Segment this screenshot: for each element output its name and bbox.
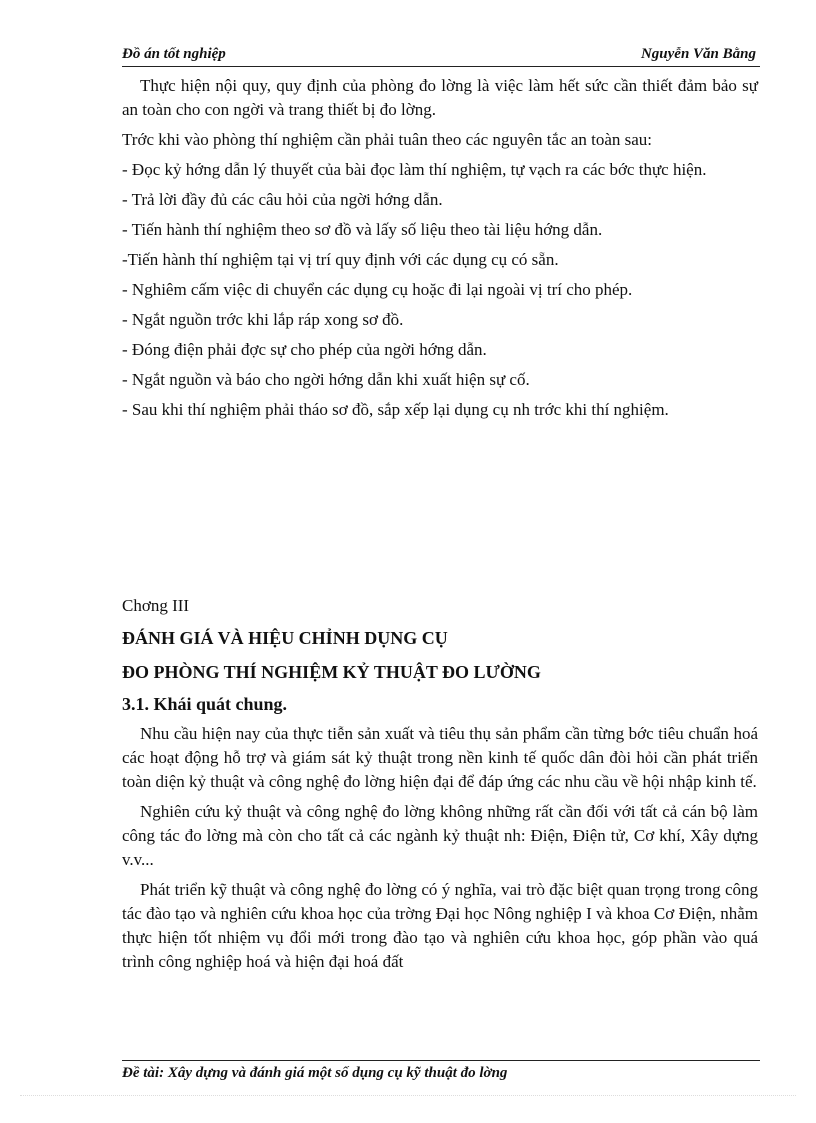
safety-rule: - Ngắt nguồn trớc khi lắp ráp xong sơ đồ. bbox=[122, 310, 404, 329]
safety-rule: - Ngắt nguồn và báo cho ngời hớng dẫn khi xuất hiện sự cố. bbox=[122, 370, 530, 389]
chapter-title-line-1: ĐÁNH GIÁ VÀ HIỆU CHỈNH DỤNG CỤ bbox=[122, 628, 448, 648]
safety-rule: - Tiến hành thí nghiệm theo sơ đồ và lấy số liệu theo tài liệu hớng dẫn. bbox=[122, 220, 603, 239]
section-paragraph-2: Nghiên cứu kỷ thuật và công nghệ đo lờng không những rất cần đối với tất cả cán bộ làm công tác đo lờng mà còn cho tất cả các ngành kỷ thuật nh: Điện, Điện tử, Cơ khí, Xây dựng v.v... bbox=[122, 802, 758, 869]
chapter-title-line-2: ĐO PHÒNG THÍ NGHIỆM KỶ THUẬT ĐO LƯỜNG bbox=[122, 662, 541, 682]
intro-paragraph-1: Thực hiện nội quy, quy định của phòng đo lờng là việc làm hết sức cần thiết đảm bảo sự an toàn cho con ngời và trang thiết bị đo lờng. bbox=[122, 76, 758, 119]
safety-rule: - Nghiêm cấm việc di chuyển các dụng cụ hoặc đi lại ngoài vị trí cho phép. bbox=[122, 280, 633, 299]
safety-rule: -Tiến hành thí nghiệm tại vị trí quy định với các dụng cụ có sẵn. bbox=[122, 250, 559, 269]
section-paragraph-1: Nhu cầu hiện nay của thực tiễn sản xuất và tiêu thụ sản phẩm cần từng bớc tiêu chuẩn hoá các hoạt động hỗ trợ và giám sát kỷ thuật trong nền kinh tế quốc dân đòi hỏi cần phát triển toàn diện kỷ thuật và công nghệ đo lờng hiện đại để đáp ứng các nhu cầu về hội nhập kinh tế. bbox=[122, 724, 758, 791]
safety-rule: - Trả lời đầy đủ các câu hỏi của ngời hớng dẫn. bbox=[122, 190, 443, 209]
section-heading: 3.1. Khái quát chung. bbox=[122, 694, 288, 714]
page-content bbox=[122, 74, 758, 980]
safety-rule: - Đóng điện phải đợc sự cho phép của ngời hớng dẫn. bbox=[122, 340, 487, 359]
header-thesis-label: Đồ án tốt nghiệp bbox=[122, 46, 226, 62]
footer-topic: Đề tài: Xây dựng và đánh giá một số dụng cụ kỹ thuật đo lờng bbox=[122, 1065, 508, 1081]
safety-rule: - Đọc kỷ hớng dẫn lý thuyết của bài đọc làm thí nghiệm, tự vạch ra các bớc thực hiện. bbox=[122, 160, 707, 179]
safety-rule: - Sau khi thí nghiệm phải tháo sơ đồ, sắp xếp lại dụng cụ nh trớc khi thí nghiệm. bbox=[122, 400, 669, 419]
header-author-name: Nguyễn Văn Bằng bbox=[640, 46, 756, 62]
page-footer bbox=[122, 1060, 760, 1081]
blank-space bbox=[122, 428, 758, 594]
intro-paragraph-2: Trớc khi vào phòng thí nghiệm cần phải tuân theo các nguyên tắc an toàn sau: bbox=[122, 130, 653, 149]
safety-rules-list bbox=[122, 158, 758, 422]
section-paragraph-3: Phát triển kỹ thuật và công nghệ đo lờng có ý nghĩa, vai trò đặc biệt quan trọng trong công tác đào tạo và nghiên cứu khoa học của trờng Đại học Nông nghiệp I và khoa Cơ Điện, nhằm thực hiện tốt nhiệm vụ đổi mới trong đào tạo và nghiên cứu khoa học, góp phần vào quá trình công nghiệp hoá và hiện đại hoá đất bbox=[122, 880, 758, 971]
page-header bbox=[122, 46, 760, 67]
chapter-label: Chơng III bbox=[122, 596, 190, 615]
page-bottom-dotted-divider bbox=[20, 1095, 796, 1096]
